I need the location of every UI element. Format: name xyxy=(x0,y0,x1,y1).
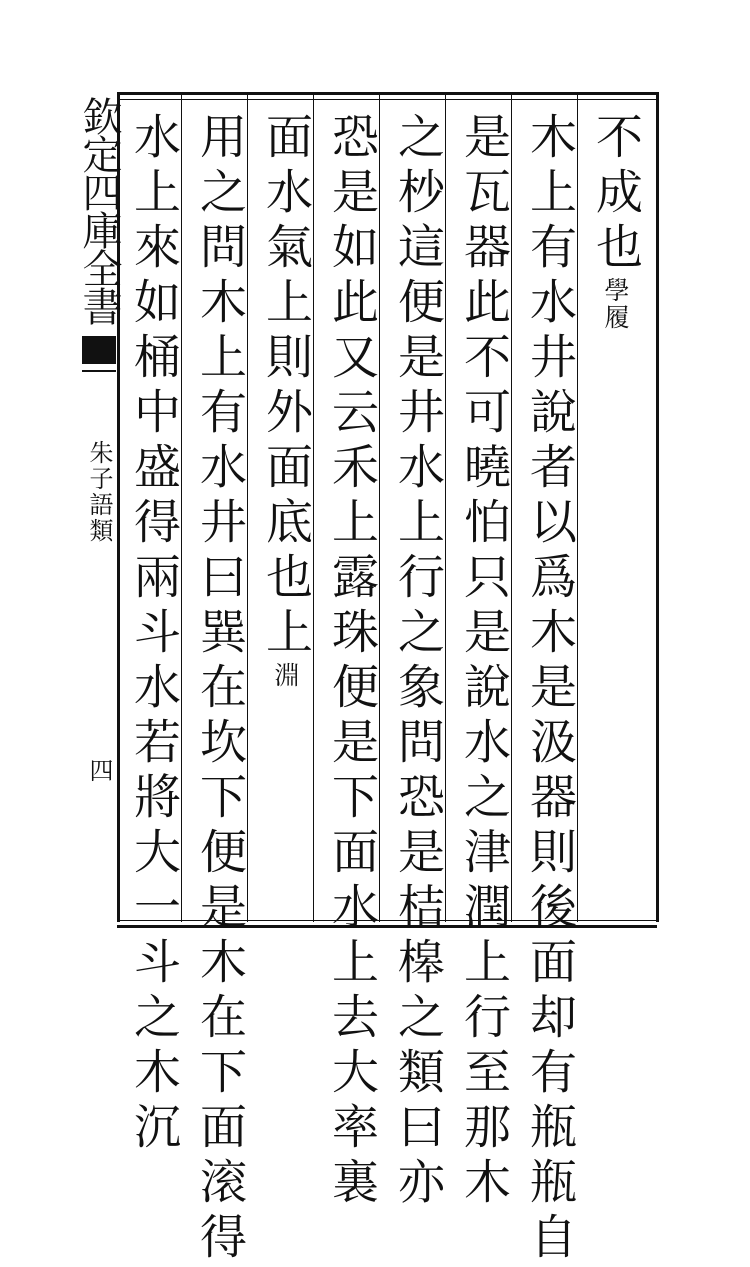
column-rule xyxy=(445,92,446,922)
text-column-2 xyxy=(522,112,577,1267)
text-column-6 xyxy=(258,112,313,689)
column-note: 淵 xyxy=(271,662,300,689)
gutter-title: 欽定四庫全書 xyxy=(76,96,122,324)
text-column-4 xyxy=(390,112,445,1212)
column-rule xyxy=(511,92,512,922)
column-note: 學履 xyxy=(601,277,630,331)
text-column-8 xyxy=(126,112,181,1157)
column-rule xyxy=(247,92,248,922)
text-column-3 xyxy=(456,112,511,1212)
text-column-1 xyxy=(588,112,643,331)
frame-right-border xyxy=(656,92,659,922)
column-text: 用之問木上有水井曰巽在坎下便是木在下面滚得 xyxy=(192,112,247,1267)
text-column-5 xyxy=(324,112,379,1212)
column-text: 是瓦器此不可曉怕只是說水之津潤上行至那木 xyxy=(456,112,511,1212)
column-text: 不成也 xyxy=(588,112,643,277)
column-text: 之杪這便是井水上行之象問恐是桔槔之類曰亦 xyxy=(390,112,445,1212)
gutter-page-number: 四 xyxy=(85,758,113,782)
column-rule xyxy=(379,92,380,922)
fishtail-mark xyxy=(82,336,116,364)
column-rule xyxy=(313,92,314,922)
column-text: 水上來如桶中盛得兩斗水若將大一斗之木沉 xyxy=(126,112,181,1157)
column-rule xyxy=(577,92,578,922)
column-text: 恐是如此又云禾上露珠便是下面水上去大率裏 xyxy=(324,112,379,1212)
column-text: 面水氣上則外面底也上 xyxy=(258,112,313,662)
fishtail-rule xyxy=(82,370,116,372)
column-rule xyxy=(181,92,182,922)
column-text: 木上有水井說者以爲木是汲器則後面却有瓶瓶自 xyxy=(522,112,577,1267)
gutter-book-title: 朱子語類 xyxy=(85,440,113,544)
text-column-7 xyxy=(192,112,247,1267)
